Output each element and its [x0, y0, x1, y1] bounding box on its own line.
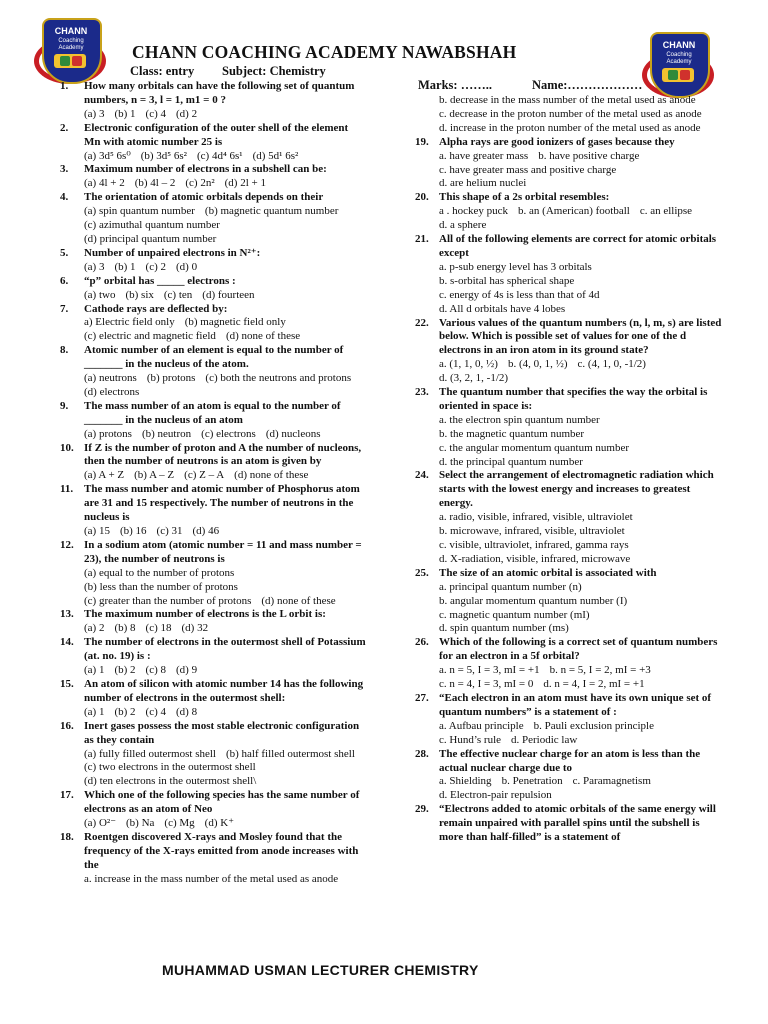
question-item	[60, 720, 366, 790]
logo-subtext: Coaching Academy	[666, 52, 692, 65]
answer-option: b. Penetration	[501, 775, 563, 788]
academy-logo-right	[640, 26, 716, 102]
answer-option: d. n = 4, I = 2, mI = +1	[543, 678, 645, 691]
question-number: 2.	[60, 121, 69, 134]
answer-options	[84, 525, 366, 539]
question-stem: Which of the following is a correct set of quantum numbers for an electron in a 5f orbital?	[439, 636, 718, 663]
answer-option: c. magnetic quantum number (mI)	[439, 608, 590, 621]
answer-options	[439, 94, 723, 136]
answer-options	[439, 205, 723, 233]
answer-option: (a) spin quantum number	[84, 205, 195, 218]
answer-option: (d) 8	[176, 705, 198, 718]
answer-option: (c) 18	[145, 622, 172, 635]
logo-text: CHANN	[54, 26, 88, 36]
question-stem: Inert gases possess the most stable electronic configuration as they contain	[84, 719, 360, 746]
answer-option: (c) Z – A	[184, 469, 225, 482]
answer-option: (a) two	[84, 288, 116, 301]
question-number: 14.	[60, 636, 74, 649]
answer-options	[84, 706, 366, 720]
answer-option: (b) magnetic quantum number	[204, 205, 339, 218]
question-number: 11.	[60, 483, 74, 496]
question-stem: Number of unpaired electrons in N²⁺:	[84, 246, 261, 259]
logo-text: CHANN	[662, 40, 696, 50]
question-stem: The size of an atomic orbital is associated with	[439, 566, 657, 579]
answer-option: (c) ten	[163, 288, 193, 301]
answer-option: (b) 2	[114, 705, 136, 718]
answer-option: (c) electrons	[201, 427, 256, 440]
right-question-column	[415, 94, 723, 845]
answer-option: (d) 2l + 1	[224, 177, 266, 190]
question-number: 17.	[60, 789, 74, 802]
answer-option: (a) fully filled outermost shell	[84, 747, 216, 760]
name-label: Name:………………	[532, 78, 643, 92]
answer-option: b. angular momentum quantum number (I)	[439, 594, 628, 607]
question-item	[415, 386, 723, 469]
answer-options	[439, 261, 723, 317]
question-stem: The mass number and atomic number of Phosphorus atom are 31 and 15 respectively. The number of neutrons in the nucleus is	[84, 483, 360, 524]
question-item	[415, 191, 723, 233]
answer-option: c. energy of 4s is less than that of 4d	[439, 288, 600, 301]
answer-option: d. X-radiation, visible, infrared, microwave	[439, 552, 631, 565]
question-item	[60, 275, 366, 303]
question-item	[415, 803, 723, 845]
answer-options	[439, 775, 723, 803]
answer-option: (a) 4l + 2	[84, 177, 125, 190]
left-question-column	[60, 80, 366, 887]
answer-option: (d) fourteen	[202, 288, 255, 301]
question-item	[60, 247, 366, 275]
answer-option: d. increase in the proton number of the metal used as anode	[439, 121, 701, 134]
question-stem: The orientation of atomic orbitals depends on their	[84, 191, 324, 204]
answer-options	[84, 469, 366, 483]
question-stem: Roentgen discovered X-rays and Mosley found that the frequency of the X-rays emitted from anode increases with the	[84, 830, 359, 871]
answer-option: a. p-sub energy level has 3 orbitals	[439, 260, 592, 273]
answer-option: (c) 4	[145, 107, 167, 120]
question-stem: This shape of a 2s orbital resembles:	[439, 191, 610, 204]
answer-options	[84, 664, 366, 678]
answer-option: (a) equal to the number of protons	[84, 566, 235, 579]
question-number: 9.	[60, 399, 69, 412]
question-item	[415, 567, 723, 637]
answer-options	[84, 177, 366, 191]
question-stem: Cathode rays are deflected by:	[84, 302, 228, 315]
answer-option: b. an (American) football	[518, 205, 630, 218]
question-item	[60, 678, 366, 720]
answer-option: d. All d orbitals have 4 lobes	[439, 302, 566, 315]
answer-option: a. have greater mass	[439, 149, 529, 162]
question-number: 27.	[415, 691, 429, 704]
question-number: 29.	[415, 803, 429, 816]
answer-options	[84, 150, 366, 164]
answer-options	[84, 261, 366, 275]
answer-option: (c) Mg	[164, 817, 195, 830]
answer-options	[84, 108, 366, 122]
question-number: 22.	[415, 316, 429, 329]
question-stem: The maximum number of electrons is the L orbit is:	[84, 608, 326, 621]
question-item	[60, 636, 366, 678]
question-number: 23.	[415, 386, 429, 399]
question-stem: “Each electron in an atom must have its own unique set of quantum numbers” is a statement of :	[439, 691, 712, 718]
question-stem: Maximum number of electrons in a subshell can be:	[84, 163, 327, 176]
question-number: 12.	[60, 538, 74, 551]
answer-option: (d) K⁺	[204, 817, 234, 830]
question-item	[415, 748, 723, 804]
question-item	[60, 608, 366, 636]
answer-options	[84, 817, 366, 831]
answer-options	[84, 205, 366, 247]
answer-option: (a) neutrons	[84, 372, 137, 385]
question-stem: Alpha rays are good ionizers of gases because they	[439, 135, 675, 148]
answer-option: (c) 8	[145, 664, 167, 677]
answer-option: a. n = 5, I = 3, mI = +1	[439, 664, 540, 677]
answer-option: c. decrease in the proton number of the metal used as anode	[439, 107, 702, 120]
answer-option: (b) 1	[114, 260, 136, 273]
answer-option: b. (4, 0, 1, ½)	[507, 358, 568, 371]
answer-option: (b) 4l – 2	[134, 177, 176, 190]
academy-logo-left	[32, 12, 108, 88]
answer-option: b. microwave, infrared, visible, ultraviolet	[439, 525, 625, 538]
answer-option: (b) half filled outermost shell	[225, 747, 355, 760]
question-item	[415, 469, 723, 566]
answer-option: (a) 3	[84, 260, 105, 273]
answer-option: (d) 2	[176, 107, 198, 120]
answer-option: c. have greater mass and positive charge	[439, 163, 617, 176]
answer-option: (a) protons	[84, 427, 132, 440]
question-item	[415, 233, 723, 316]
question-item	[415, 94, 723, 136]
answer-option: a. increase in the mass number of the metal used as anode	[84, 872, 339, 885]
answer-option: a. (1, 1, 0, ½)	[439, 358, 498, 371]
question-number: 25.	[415, 566, 429, 579]
question-item	[415, 692, 723, 748]
question-number: 16.	[60, 719, 74, 732]
question-number: 1.	[60, 80, 69, 92]
answer-option: (c) greater than the number of protons	[84, 594, 252, 607]
question-item	[60, 303, 366, 345]
question-number: 19.	[415, 135, 429, 148]
question-item	[60, 400, 366, 442]
answer-option: (b) 2	[114, 664, 136, 677]
answer-option: a. the electron spin quantum number	[439, 413, 600, 426]
answer-option: b. the magnetic quantum number	[439, 427, 585, 440]
answer-option: (b) A – Z	[134, 469, 175, 482]
answer-option: b. s-orbital has spherical shape	[439, 274, 575, 287]
answer-option: c. an ellipse	[639, 205, 693, 218]
answer-option: c. visible, ultraviolet, infrared, gamma rays	[439, 539, 629, 551]
question-item	[415, 636, 723, 692]
answer-option: (c) 4d⁴ 6s¹	[196, 149, 243, 162]
answer-option: (d) ten electrons in the outermost shell\	[84, 775, 257, 788]
answer-option: (a) 2	[84, 622, 105, 635]
question-number: 8.	[60, 344, 69, 357]
answer-option: d. are helium nuclei	[439, 177, 527, 190]
answer-option: a) Electric field only	[84, 316, 175, 329]
answer-option: a. Shielding	[439, 775, 492, 788]
answer-option: (d) 5d¹ 6s²	[252, 149, 299, 162]
answer-options	[84, 873, 366, 887]
answer-option: (b) less than the number of protons	[84, 580, 238, 593]
answer-option: (b) Na	[126, 817, 155, 830]
answer-options	[439, 664, 723, 692]
question-number: 21.	[415, 233, 429, 246]
question-stem: Select the arrangement of electromagnetic radiation which starts with the lowest energy and increases to greatest energy.	[439, 469, 714, 510]
answer-option: (b) 3d⁵ 6s²	[140, 149, 187, 162]
answer-options	[84, 289, 366, 303]
answer-option: b. Pauli exclusion principle	[533, 719, 654, 732]
answer-option: (c) electric and magnetic field	[84, 330, 216, 343]
answer-option: b. n = 5, I = 2, mI = +3	[549, 664, 651, 677]
question-stem: “Electrons added to atomic orbitals of the same energy will remain unpaired with parallel spins until the subshell is more than half-filled” is a statement of	[439, 803, 716, 844]
question-stem: Atomic number of an element is equal to the number of _______ in the nucleus of the atom.	[84, 344, 344, 371]
answer-option: (a) 3d⁵ 6s⁰	[84, 149, 131, 162]
footer-author: MUHAMMAD USMAN LECTURER CHEMISTRY	[162, 962, 479, 978]
question-number: 18.	[60, 830, 74, 843]
answer-options	[84, 428, 366, 442]
question-number: 24.	[415, 469, 429, 482]
answer-option: d. Periodic law	[511, 733, 578, 746]
answer-option: (d) nucleons	[265, 427, 321, 440]
class-label: Class: entry	[130, 64, 195, 78]
answer-option: c. n = 4, I = 3, mI = 0	[439, 678, 534, 691]
answer-option: (a) A + Z	[84, 469, 125, 482]
question-number: 20.	[415, 191, 429, 204]
question-item	[60, 831, 366, 887]
answer-option: c. Hund’s rule	[439, 733, 502, 746]
answer-options	[439, 581, 723, 637]
answer-option: (b) 1	[114, 107, 136, 120]
answer-option: c. (4, 1, 0, -1/2)	[577, 358, 646, 371]
answer-option: (c) two electrons in the outermost shell	[84, 761, 256, 774]
answer-options	[439, 358, 723, 386]
question-number: 7.	[60, 302, 69, 315]
answer-option: (a) 15	[84, 525, 110, 537]
question-number: 3.	[60, 163, 69, 176]
question-stem: “p” orbital has _____ electrons :	[84, 274, 236, 287]
answer-option: (d) none of these	[261, 594, 336, 607]
question-stem: Various values of the quantum numbers (n, l, m, s) are listed below. Which is possible set of values for one of the d electrons in an iron atom in its ground state?	[439, 316, 722, 357]
question-number: 26.	[415, 636, 429, 649]
answer-option: (d) 0	[176, 260, 198, 273]
answer-option: (a) O²⁻	[84, 817, 117, 830]
question-stem: The effective nuclear charge for an atom is less than the actual nuclear charge due to	[439, 747, 701, 774]
answer-option: a. radio, visible, infrared, visible, ultraviolet	[439, 511, 633, 524]
answer-options	[84, 567, 366, 609]
question-stem: How many orbitals can have the following set of quantum numbers, n = 3, l = 1, m1 = 0 ?	[84, 80, 355, 106]
question-stem: The number of electrons in the outermost shell of Potassium (at. no. 19) is :	[84, 636, 366, 663]
question-stem: Which one of the following species has the same number of electrons as an atom of Neo	[84, 789, 360, 816]
answer-option: (d) 9	[176, 664, 198, 677]
answer-option: d. a sphere	[439, 219, 487, 232]
logo-subtext: Coaching Academy	[58, 38, 84, 51]
answer-option: c. Paramagnetism	[572, 775, 651, 788]
answer-option: (b) protons	[146, 372, 196, 385]
answer-option: (a) 1	[84, 664, 105, 677]
question-stem: All of the following elements are correct for atomic orbitals except	[439, 233, 717, 259]
answer-option: (d) 32	[181, 622, 209, 635]
marks-label: Marks: ……..	[418, 78, 492, 92]
answer-options	[439, 720, 723, 748]
answer-option: b. decrease in the mass number of the metal used as anode	[439, 94, 696, 106]
question-stem: If Z is the number of proton and A the number of nucleons, then the number of neutrons is an atom is given by	[84, 441, 362, 468]
answer-option: d. spin quantum number (ms)	[439, 622, 569, 635]
question-item	[60, 442, 366, 484]
answer-option: d. the principal quantum number	[439, 455, 583, 468]
question-item	[415, 136, 723, 192]
answer-option: (d) electrons	[84, 385, 140, 398]
answer-options	[439, 150, 723, 192]
question-item	[60, 483, 366, 539]
answer-option: (d) none of these	[234, 469, 309, 482]
question-item	[60, 163, 366, 191]
answer-options	[84, 748, 366, 790]
question-number: 15.	[60, 677, 74, 690]
question-stem: In a sodium atom (atomic number = 11 and mass number = 23), the number of neutrons is	[84, 538, 362, 565]
question-number: 4.	[60, 191, 69, 204]
question-number: 6.	[60, 274, 69, 287]
answer-option: c. the angular momentum quantum number	[439, 441, 630, 454]
answer-option: d. Electron-pair repulsion	[439, 789, 552, 802]
answer-option: a. Aufbau principle	[439, 719, 524, 732]
answer-option: a. principal quantum number (n)	[439, 580, 582, 593]
question-item	[60, 80, 366, 122]
question-number: 5.	[60, 246, 69, 259]
answer-option: (a) 1	[84, 705, 105, 718]
question-stem: An atom of silicon with atomic number 14 has the following number of electrons in the outermost shell:	[84, 677, 364, 704]
question-item	[60, 191, 366, 247]
question-number: 28.	[415, 747, 429, 760]
answer-option: (c) azimuthal quantum number	[84, 219, 220, 232]
answer-option: (c) 2	[145, 260, 167, 273]
answer-options	[84, 622, 366, 636]
question-item	[60, 344, 366, 400]
answer-option: (d) none of these	[225, 330, 301, 343]
question-stem: The quantum number that specifies the way the orbital is oriented in space is:	[439, 386, 708, 412]
question-number: 13.	[60, 608, 74, 621]
question-item	[60, 122, 366, 164]
question-item	[415, 317, 723, 387]
answer-options	[439, 511, 723, 567]
answer-option: (c) both the neutrons and protons	[205, 372, 352, 385]
answer-option: (b) 16	[119, 525, 147, 537]
answer-option: (b) neutron	[141, 427, 192, 440]
subject-label: Subject: Chemistry	[222, 64, 326, 78]
question-stem: Electronic configuration of the outer shell of the element Mn with atomic number 25 is	[84, 121, 349, 148]
answer-option: b. have positive charge	[538, 149, 640, 162]
page-title: CHANN COACHING ACADEMY NAWABSHAH	[132, 42, 517, 62]
answer-option: (b) six	[125, 288, 154, 301]
answer-options	[84, 372, 366, 400]
answer-option: a . hockey puck	[439, 205, 509, 218]
answer-option: (c) 31	[156, 525, 183, 537]
answer-option: d. (3, 2, 1, -1/2)	[439, 372, 509, 385]
answer-option: (a) 3	[84, 107, 105, 120]
answer-option: (d) principal quantum number	[84, 232, 217, 245]
answer-option: (c) 4	[145, 705, 167, 718]
answer-option: (d) 46	[192, 525, 220, 537]
answer-options	[84, 316, 366, 344]
question-number: 10.	[60, 441, 74, 454]
question-item	[60, 789, 366, 831]
question-item	[60, 539, 366, 609]
answer-option: (b) 8	[114, 622, 136, 635]
answer-options	[439, 414, 723, 470]
question-stem: The mass number of an atom is equal to the number of _______ in the nucleus of an atom	[84, 399, 341, 426]
answer-option: (c) 2n²	[185, 177, 215, 190]
answer-option: (b) magnetic field only	[184, 316, 286, 329]
